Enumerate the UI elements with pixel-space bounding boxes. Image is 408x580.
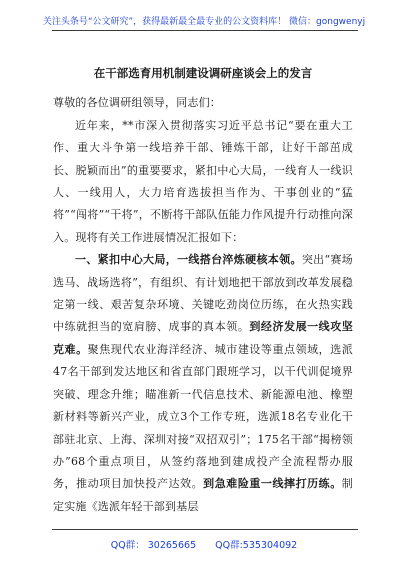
section-1-emergency-text: 制定实施《选派年轻干部到基层 — [53, 477, 353, 513]
footer-qq-group-2: QQ群:535304092 — [215, 540, 298, 551]
salutation: 尊敬的各位调研组领导，同志们： — [53, 96, 221, 110]
footer-qq-group-1: QQ群： 30265665 — [110, 540, 197, 551]
header-divider — [52, 30, 358, 31]
section-1-text: 突出“赛场选马、战场选将”，有组织、有计划地把干部放到改革发展稳定第一线、艰苦复杂环境、关键吃劲岗位历练，在火热实践中练就担当的宽肩膀、成事的真本领。 — [53, 253, 353, 334]
paragraph-intro — [53, 115, 353, 249]
document-title: 在干部选育用机制建设调研座谈会上的发言 — [93, 66, 313, 80]
section-1-heading: 一、紧扣中心大局，一线搭台淬炼硬核本领。 — [75, 253, 302, 267]
paragraph-section-1 — [53, 249, 353, 518]
footer-divider — [52, 529, 358, 530]
paragraph-intro-text: 近年来，**市深入贯彻落实习近平总书记“要在重大工作、重大斗争第一线培养干部、锤炼干部，让好干部茁成长、脱颖而出”的重要要求，紧扣中心大局，一线育人一线识人、一线用人，大力培育选拔担当作为、干事创业的“猛将”“闯将”“干将”，不断将干部队伍能力作风提升行动推向深入。现将有关工作进展情况汇报如下： — [53, 118, 353, 244]
footer — [0, 537, 408, 551]
document-body — [53, 62, 353, 518]
section-1-subheading-economy: 到经济发展一线攻坚克难。 — [53, 320, 353, 356]
section-1-subheading-emergency: 到急难险重一线摔打历练。 — [203, 477, 342, 491]
section-1-economy-text: 聚焦现代农业海洋经济、城市建设等重点领域，选派47名干部到发达地区和省直部门跟班学习，以干代训促境界突破、理念升维；瞄准新一代信息技术、新能源电池、橡塑新材料等新兴产业，成立3个工作专班，选派18名专业化干部驻北京、上海、深圳对接“双招双引”；175名干部“揭榜领办”68个重点项目，从签约落地到建成投产全流程帮办服务，推动项目加快投产达效。 — [53, 342, 353, 491]
header-banner: 关注头条号“公文研究”，获得最新最全最专业的公文资料库！ 微信：gongwenyj — [42, 17, 366, 27]
